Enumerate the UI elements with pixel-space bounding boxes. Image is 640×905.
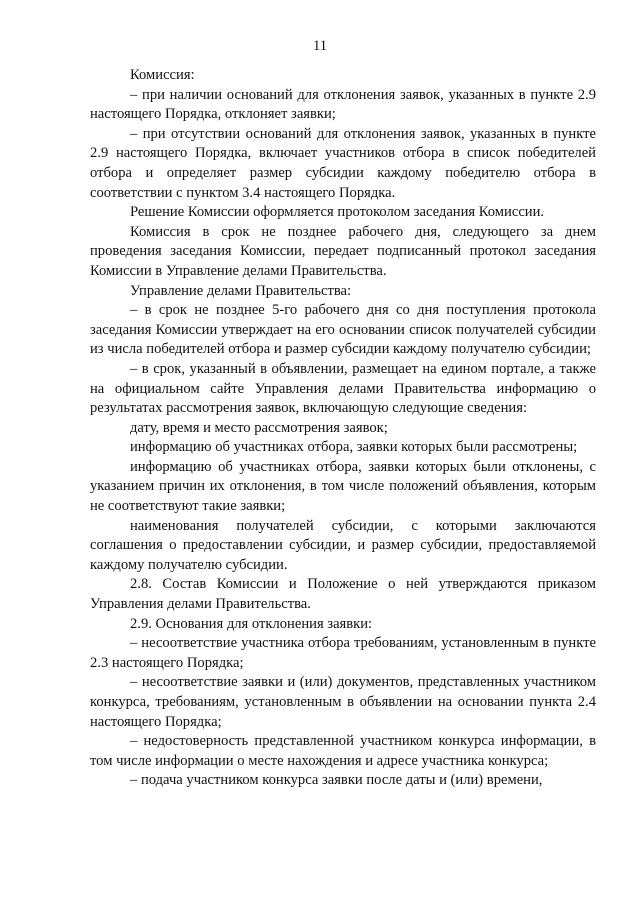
list-item-participant-mismatch: – несоответствие участника отбора требованиям, установленным в пункте 2.3 настоящего Порядка;: [90, 635, 596, 671]
page-number: 11: [312, 38, 328, 54]
list-item-reject-applications: – при наличии оснований для отклонения заявок, указанных в пункте 2.9 настоящего Порядка, отклоняет заявки;: [90, 86, 596, 123]
list-item-inaccurate-info: – недостоверность представленной участником конкурса информации, в том числе информации о месте нахождения и адресе участника конкурса;: [90, 733, 596, 769]
document-body: [90, 66, 596, 791]
paragraph-section-2-9: 2.9. Основания для отклонения заявки:: [130, 615, 373, 632]
paragraph-section-2-8: 2.8. Состав Комиссии и Положение о ней утверждаются приказом Управления делами Правительства.: [90, 576, 596, 613]
list-item-recipient-names: наименования получателей субсидии, с которыми заключаются соглашения о предоставлении субсидии, и размер субсидии, предоставляемой каждому получателю субсидии.: [90, 517, 596, 573]
paragraph-commission-decision: Решение Комиссии оформляется протоколом заседания Комиссии.: [130, 204, 545, 221]
list-item-rejected-participants: информацию об участниках отбора, заявки которых были отклонены, с указанием причин их отклонения, в том числе положений объявления, которым не соответствуют такие заявки;: [90, 458, 596, 515]
paragraph-administration-heading: Управление делами Правительства:: [130, 282, 352, 299]
list-item-approve-recipients: – в срок не позднее 5-го рабочего дня со дня поступления протокола заседания Комиссии утверждает на его основании список получателей субсидии из числа победителей отбора и размер субсидии каждому получателю субсидии;: [90, 302, 596, 358]
list-item-late-submission: – подача участником конкурса заявки после даты и (или) времени,: [130, 772, 543, 789]
list-item-date-time-place: дату, время и место рассмотрения заявок;: [130, 419, 388, 436]
paragraph-protocol-transfer: Комиссия в срок не позднее рабочего дня, следующего за днем проведения заседания Комиссии, передает подписанный протокол заседания Комиссии в Управление делами Правительства.: [90, 223, 596, 279]
list-item-publish-results: – в срок, указанный в объявлении, размещает на едином портале, а также на официальном сайте Управления делами Правительства информацию о результатах рассмотрения заявок, включающую следующие сведения:: [90, 360, 596, 417]
list-item-include-participants: – при отсутствии оснований для отклонения заявок, указанных в пункте 2.9 настоящего Порядка, включает участников отбора в список победителей отбора и определяет размер субсидии каждому победителю отбора в соответствии с пунктом 3.4 настоящего Порядка.: [90, 125, 596, 201]
list-item-application-mismatch: – несоответствие заявки и (или) документов, представленных участником конкурса, требованиям, установленным в объявлении на основании пункта 2.4 настоящего Порядка;: [90, 674, 596, 730]
list-item-reviewed-participants: информацию об участниках отбора, заявки которых были рассмотрены;: [130, 439, 578, 456]
paragraph-commission-heading: Комиссия:: [130, 67, 195, 83]
